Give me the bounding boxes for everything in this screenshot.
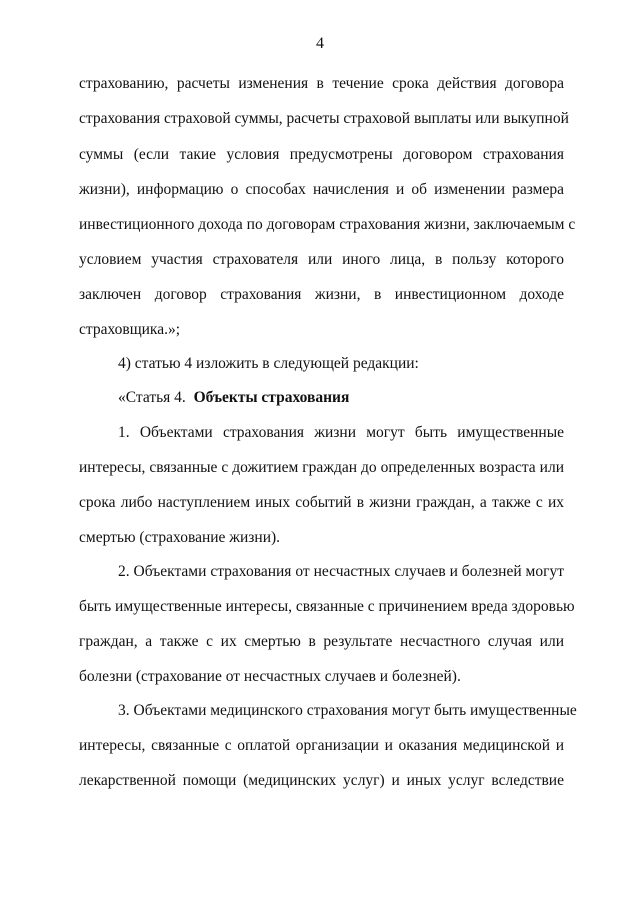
text-line: жизни), информацию о способах начисления и об изменении размера <box>79 181 564 198</box>
text-line: заключен договор страхования жизни, в инвестиционном доходе <box>79 286 564 303</box>
text-line: страхования страховой суммы, расчеты страховой выплаты или выкупной <box>79 110 569 127</box>
text-line: быть имущественные интересы, связанные с причинением вреда здоровью <box>79 598 575 615</box>
text-line: граждан, а также с их смертью в результате несчастного случая или <box>79 633 564 650</box>
article-title: Объекты страхования <box>193 389 350 406</box>
text-line: страхованию, расчеты изменения в течение срока действия договора <box>79 75 564 92</box>
paragraph-first-line: 2. Объектами страхования от несчастных случаев и болезней могут <box>118 563 564 580</box>
text-line: смертью (страхование жизни). <box>79 529 281 546</box>
article-prefix: «Статья 4. <box>118 389 186 406</box>
text-line: интересы, связанные с дожитием граждан до определенных возраста или <box>79 459 564 476</box>
text-line: страховщика.»; <box>79 321 181 338</box>
text-line: условием участия страхователя или иного лица, в пользу которого <box>79 251 564 268</box>
article-heading <box>118 388 564 408</box>
paragraph-first-line: 1. Объектами страхования жизни могут быть имущественные <box>118 424 564 441</box>
paragraph-first-line: 3. Объектами медицинского страхования могут быть имущественные <box>118 702 577 719</box>
text-line: болезни (страхование от несчастных случаев и болезней). <box>79 668 461 685</box>
amendment-item: 4) статью 4 изложить в следующей редакции: <box>118 355 419 372</box>
text-line: интересы, связанные с оплатой организации и оказания медицинской и <box>79 737 564 754</box>
text-line: лекарственной помощи (медицинских услуг) и иных услуг вследствие <box>79 772 564 789</box>
text-line: инвестиционного дохода по договорам страхования жизни, заключаемым с <box>79 216 576 233</box>
text-line: суммы (если такие условия предусмотрены договором страхования <box>79 146 564 163</box>
text-line: срока либо наступлением иных событий в жизни граждан, а также с их <box>79 494 564 511</box>
page-number: 4 <box>316 35 324 52</box>
